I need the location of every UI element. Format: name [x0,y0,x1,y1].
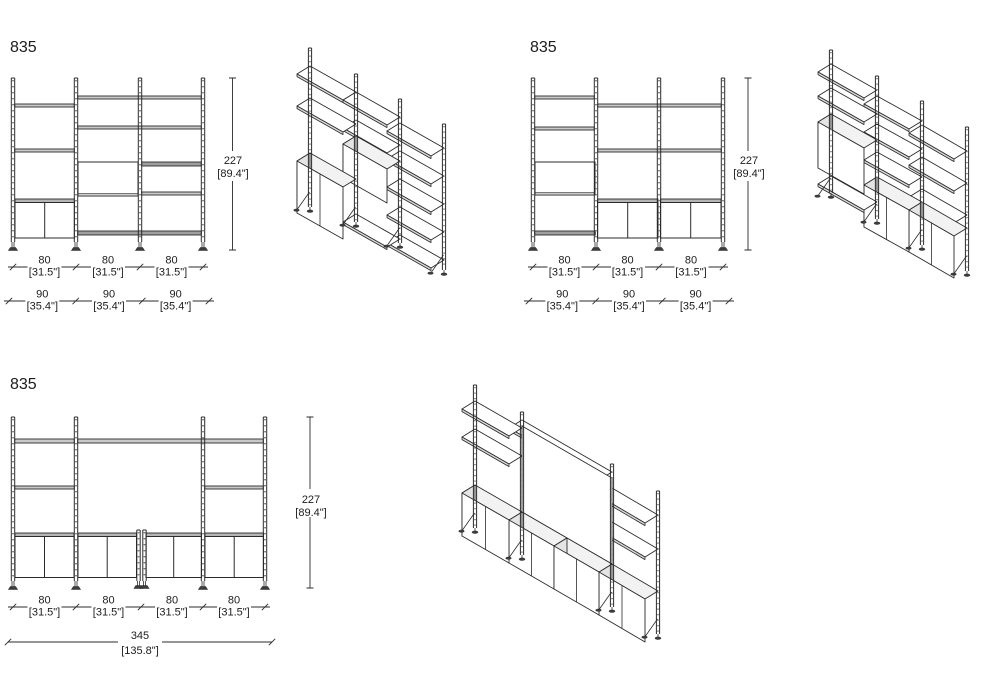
isometric-835-b [815,50,970,278]
dim-bay-cm: 80 [227,594,241,607]
bay-width-dimensions [528,255,728,279]
elevation-835-a [9,78,208,251]
dim-module-cm: 90 [169,288,182,301]
dim-height-cm: 227 [223,155,243,167]
dim-height-in: [89.4"] [295,507,327,519]
bay-width-dimensions [8,255,208,279]
elevation-835-b [529,78,728,251]
dim-bay-in: [31.5"] [92,606,125,619]
dim-bay-in: [31.5"] [155,266,188,279]
drawing-835-a [4,39,447,313]
dim-bay-cm: 80 [558,254,571,267]
dim-bay-in: [31.5"] [611,266,644,279]
dim-total-cm: 345 [130,630,150,642]
dim-module-cm: 90 [102,288,116,301]
isometric-835-c [459,385,661,642]
module-width-dimensions [4,289,214,313]
dim-bay-in: [31.5"] [675,266,707,279]
dim-bay-in: [31.5"] [156,606,188,619]
isometric-835-a [294,48,447,276]
dim-bay-cm: 80 [621,254,634,267]
height-dimension [295,417,326,588]
drawing-835-c [5,376,661,657]
dim-height-cm: 227 [739,155,759,167]
dim-module-in: [35.4"] [93,300,125,313]
dim-bay-cm: 80 [165,594,179,607]
elevation-835-c [9,417,270,590]
dim-bay-cm: 80 [102,594,115,607]
dim-bay-in: [31.5"] [28,606,61,619]
module-width-dimensions [524,289,734,313]
dim-height-in: [89.4"] [733,168,765,180]
bay-width-dimensions [8,595,270,619]
dim-module-in: [35.4"] [613,300,645,313]
dim-module-cm: 90 [689,288,702,301]
dim-module-in: [35.4"] [159,300,192,313]
dim-module-cm: 90 [622,288,636,301]
dim-bay-in: [31.5"] [548,266,581,279]
dim-module-cm: 90 [36,288,49,301]
dim-height-cm: 227 [301,494,321,506]
dim-bay-in: [31.5"] [218,606,250,619]
dim-bay-cm: 80 [684,254,698,267]
total-width-dimension [5,630,275,657]
dim-module-cm: 90 [556,288,569,301]
model-label: 835 [10,39,37,56]
dim-bay-cm: 80 [165,254,178,267]
dim-bay-in: [31.5"] [92,266,124,279]
dim-module-in: [35.4"] [679,300,712,313]
dim-height-in: [89.4"] [217,168,249,180]
dim-bay-cm: 80 [38,594,51,607]
dim-bay-cm: 80 [38,254,51,267]
dim-module-in: [35.4"] [546,300,579,313]
model-label: 835 [530,39,557,56]
drawing-835-b [524,39,970,313]
dim-total-in: [135.8"] [121,645,159,657]
height-dimension [217,78,248,250]
dim-module-in: [35.4"] [26,300,59,313]
height-dimension [733,78,764,250]
dim-bay-cm: 80 [101,254,115,267]
model-label: 835 [10,376,37,393]
dim-bay-in: [31.5"] [28,266,61,279]
